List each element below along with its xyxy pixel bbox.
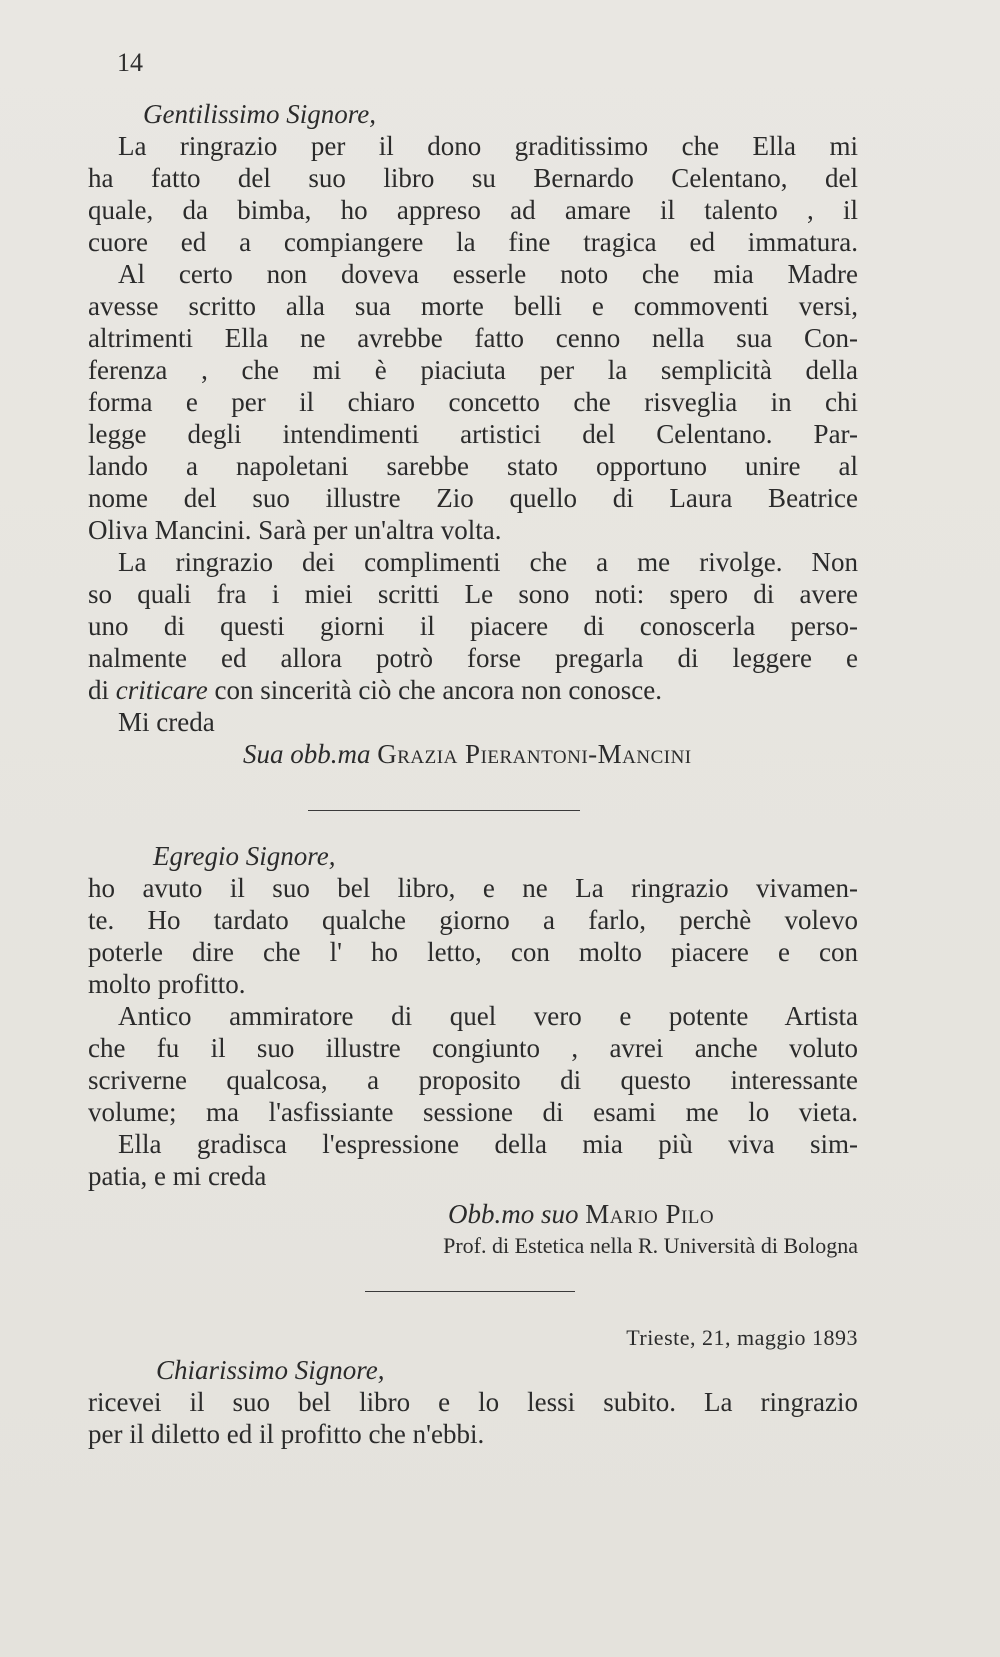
letter-1-line: uno di questi giorni il piacere di conoscerla perso- [88, 611, 858, 641]
letter-2-line: poterle dire che l' ho letto, con molto piacere e con [88, 937, 858, 967]
letter-2-line: Ella gradisca l'espressione della mia più viva sim- [118, 1129, 858, 1159]
letter-1-line: quale, da bimba, ho appreso ad amare il talento , il [88, 195, 858, 225]
letter-1-line: nalmente ed allora potrò forse pregarla di leggere e [88, 643, 858, 673]
text-fragment: con sincerità ciò che ancora non conosce. [207, 675, 663, 705]
section-divider [365, 1291, 575, 1292]
letter-2 [88, 840, 858, 1262]
letter-2-line: te. Ho tardato qualche giorno a farlo, perchè volevo [88, 905, 858, 935]
letter-1-line: La ringrazio dei complimenti che a me rivolge. Non [118, 547, 858, 577]
letter-3-salutation: Chiarissimo Signore, [156, 1355, 385, 1385]
letter-1-line: altrimenti Ella ne avrebbe fatto cenno nella sua Con- [88, 323, 858, 353]
letter-2-line: patia, e mi creda [88, 1161, 267, 1191]
letter-1-line: Oliva Mancini. Sarà per un'altra volta. [88, 515, 502, 545]
letter-3-line: ricevei il suo bel libro e lo lessi subito. La ringrazio [88, 1387, 858, 1417]
signature-name: Mario Pilo [585, 1199, 715, 1229]
signatory-credential: Prof. di Estetica nella R. Università di Bologna [443, 1233, 858, 1258]
letter-3-date: Trieste, 21, maggio 1893 [626, 1325, 858, 1350]
text-fragment: di [88, 675, 116, 705]
letter-1-line: cuore ed a compiangere la fine tragica ed immatura. [88, 227, 858, 257]
letter-2-line: molto profitto. [88, 969, 246, 999]
letter-1-line: avesse scritto alla sua morte belli e commoventi versi, [88, 291, 858, 321]
letter-1-line: ha fatto del suo libro su Bernardo Celentano, del [88, 163, 858, 193]
signature-prefix: Obb.mo suo [448, 1199, 579, 1229]
letter-1-line: La ringrazio per il dono graditissimo che Ella mi [118, 131, 858, 161]
letter-1-line: lando a napoletani sarebbe stato opportuno unire al [88, 451, 858, 481]
letter-1-closing: Mi creda [118, 707, 215, 737]
letter-1 [88, 98, 858, 770]
letter-2-line: che fu il suo illustre congiunto , avrei anche voluto [88, 1033, 858, 1063]
letter-2-line: scriverne qualcosa, a proposito di questo interessante [88, 1065, 858, 1095]
letter-1-line: nome del suo illustre Zio quello di Laura Beatrice [88, 483, 858, 513]
letter-2-line: Antico ammiratore di quel vero e potente Artista [118, 1001, 858, 1031]
letter-2-salutation: Egregio Signore, [153, 841, 336, 871]
letter-1-salutation: Gentilissimo Signore, [143, 99, 376, 129]
section-divider [308, 810, 580, 811]
letter-1-line: so quali fra i miei scritti Le sono noti: spero di avere [88, 579, 858, 609]
signature-prefix: Sua obb.ma [243, 739, 371, 769]
letter-2-line: volume; ma l'asfissiante sessione di esami me lo vieta. [88, 1097, 858, 1127]
letter-2-signature [88, 1198, 858, 1230]
letter-3-line: per il diletto ed il profitto che n'ebbi. [88, 1419, 485, 1449]
italic-word: criticare [115, 675, 208, 705]
letter-3 [88, 1322, 858, 1450]
letter-1-line: forma e per il chiaro concetto che risveglia in chi [88, 387, 858, 417]
signature-name: Grazia Pierantoni-Mancini [377, 739, 692, 769]
page-number: 14 [117, 48, 143, 77]
letter-1-line: legge degli intendimenti artistici del Celentano. Par- [88, 419, 858, 449]
letter-2-line: ho avuto il suo bel libro, e ne La ringrazio vivamen- [88, 873, 858, 903]
letter-1-line-italic [88, 674, 858, 706]
letter-1-signature [88, 738, 858, 770]
letter-1-line: ferenza , che mi è piaciuta per la semplicità della [88, 355, 858, 385]
letter-1-line: Al certo non doveva esserle noto che mia Madre [118, 259, 858, 289]
